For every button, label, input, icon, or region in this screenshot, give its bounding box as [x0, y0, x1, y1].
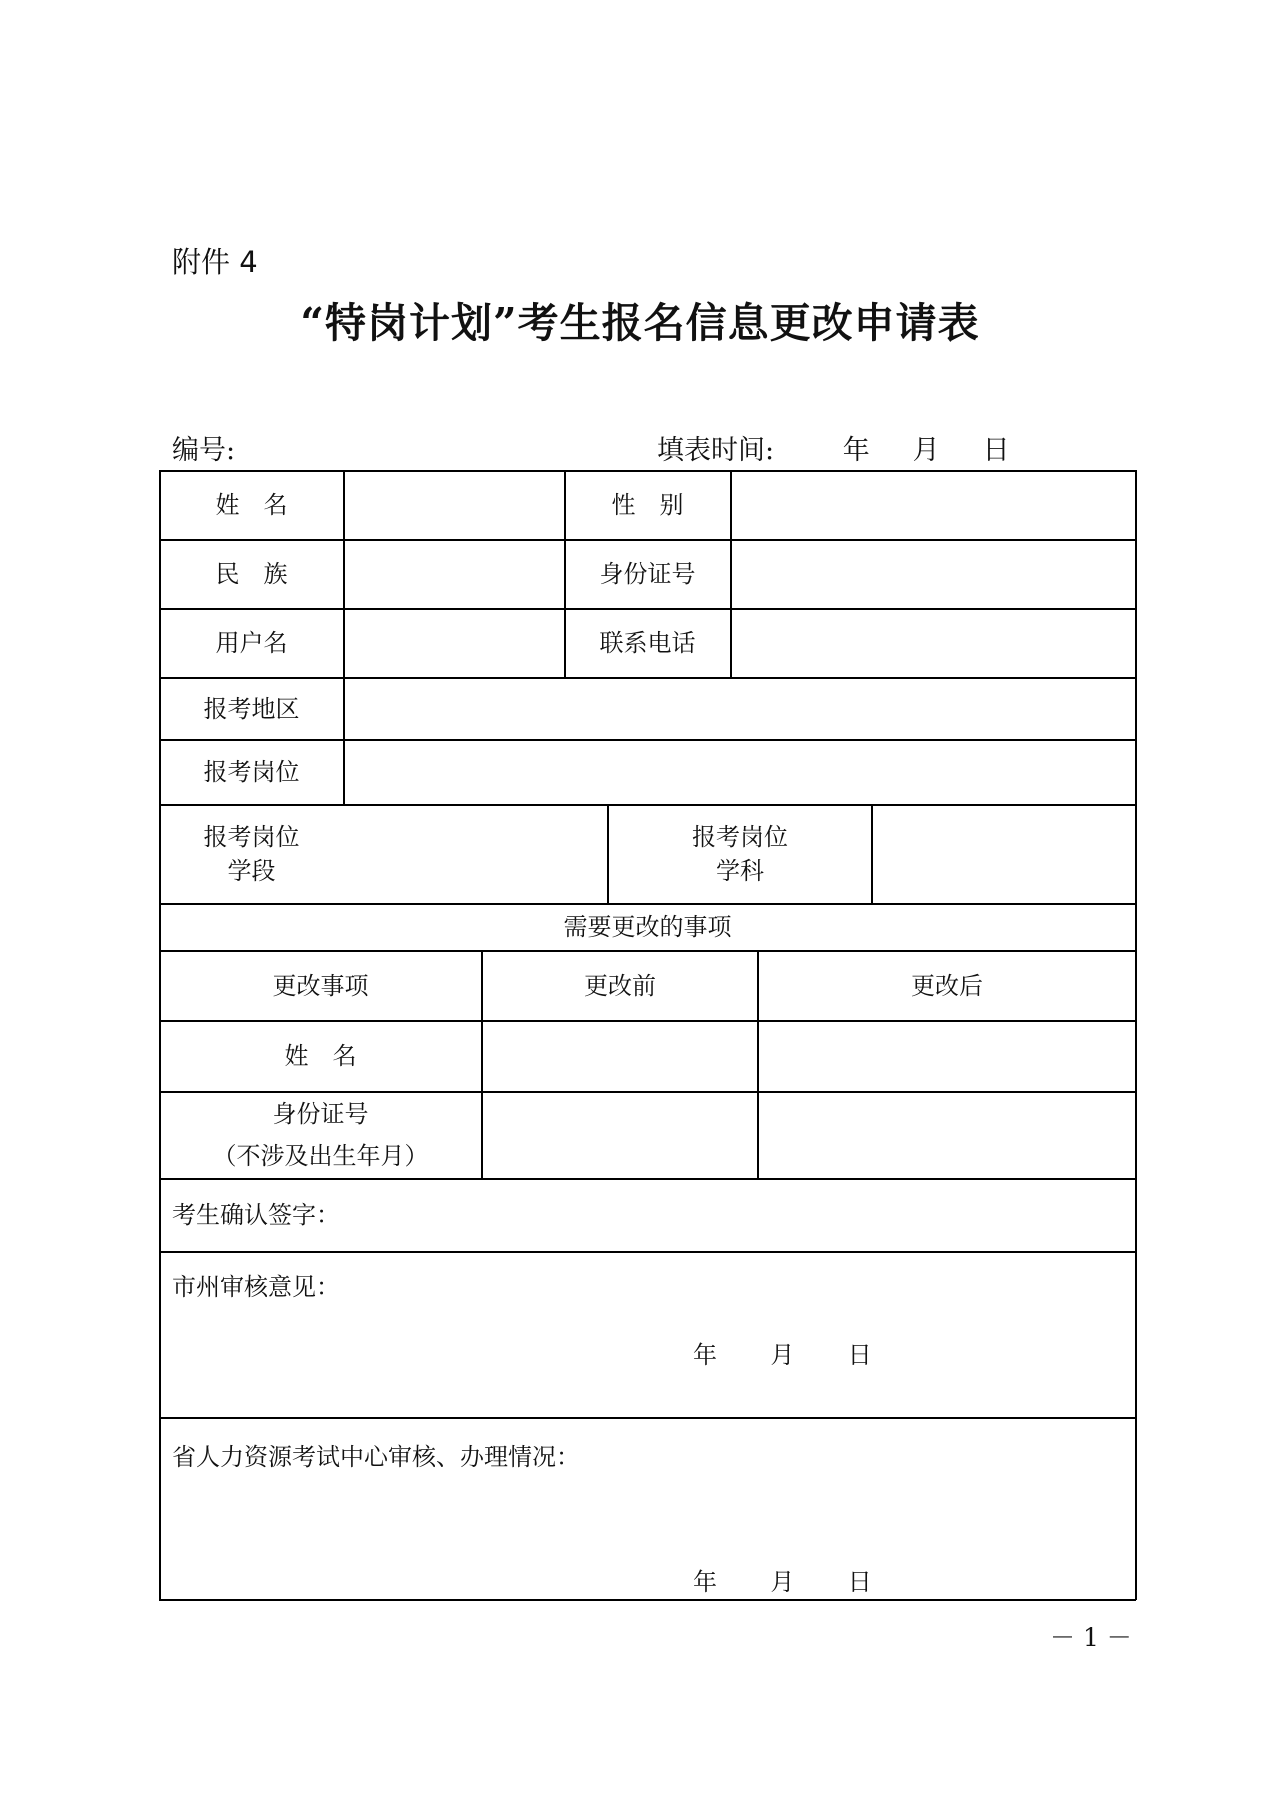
city-review-label: 市州审核意见：: [172, 1273, 340, 1301]
change-row-id-label: 身份证号 （不涉及出生年月）: [212, 1100, 429, 1170]
field-stage[interactable]: [345, 805, 607, 903]
change-row-name-label: 姓 名: [284, 1042, 357, 1070]
label-id-number: 身份证号: [599, 560, 696, 588]
field-region[interactable]: [345, 678, 1135, 739]
city-review-date: 年 月 日: [693, 1341, 872, 1369]
attachment-label: 附件 4: [172, 245, 258, 279]
label-ethnicity: 民 族: [215, 560, 288, 588]
field-position[interactable]: [345, 740, 1135, 804]
label-phone: 联系电话: [599, 629, 696, 657]
form-title: “特岗计划”考生报名信息更改申请表: [300, 299, 980, 347]
field-phone[interactable]: [732, 609, 1135, 677]
label-username: 用户名: [215, 629, 288, 657]
changes-section-title: 需要更改的事项: [563, 913, 732, 941]
province-review-label: 省人力资源考试中心审核、办理情况：: [172, 1443, 580, 1471]
field-subject[interactable]: [873, 805, 1135, 903]
field-gender[interactable]: [732, 471, 1135, 539]
label-region: 报考地区: [203, 694, 300, 723]
fill-time-label: 填表时间: 年 月 日: [657, 435, 1010, 466]
label-name: 姓 名: [215, 491, 288, 519]
province-review-date: 年 月 日: [693, 1568, 872, 1596]
field-id-after[interactable]: [759, 1092, 1135, 1178]
label-stage: 报考岗位 学段: [203, 823, 300, 885]
field-name-after[interactable]: [759, 1021, 1135, 1091]
field-ethnicity[interactable]: [345, 540, 564, 608]
label-gender: 性 别: [611, 491, 684, 519]
field-id-before[interactable]: [483, 1092, 757, 1178]
label-position: 报考岗位: [203, 758, 300, 786]
field-username[interactable]: [345, 609, 564, 677]
candidate-signature[interactable]: 考生确认签字：: [172, 1201, 340, 1229]
column-header-item: 更改事项: [272, 971, 369, 1000]
field-id-number[interactable]: [732, 540, 1135, 608]
field-name-before[interactable]: [483, 1021, 757, 1091]
label-subject: 报考岗位 学科: [692, 823, 788, 885]
serial-number-label: 编号:: [172, 435, 236, 466]
field-name[interactable]: [345, 471, 564, 539]
column-header-after: 更改后: [911, 971, 983, 1000]
column-header-before: 更改前: [584, 971, 656, 1000]
page-number: － 1 －: [1050, 1623, 1132, 1652]
